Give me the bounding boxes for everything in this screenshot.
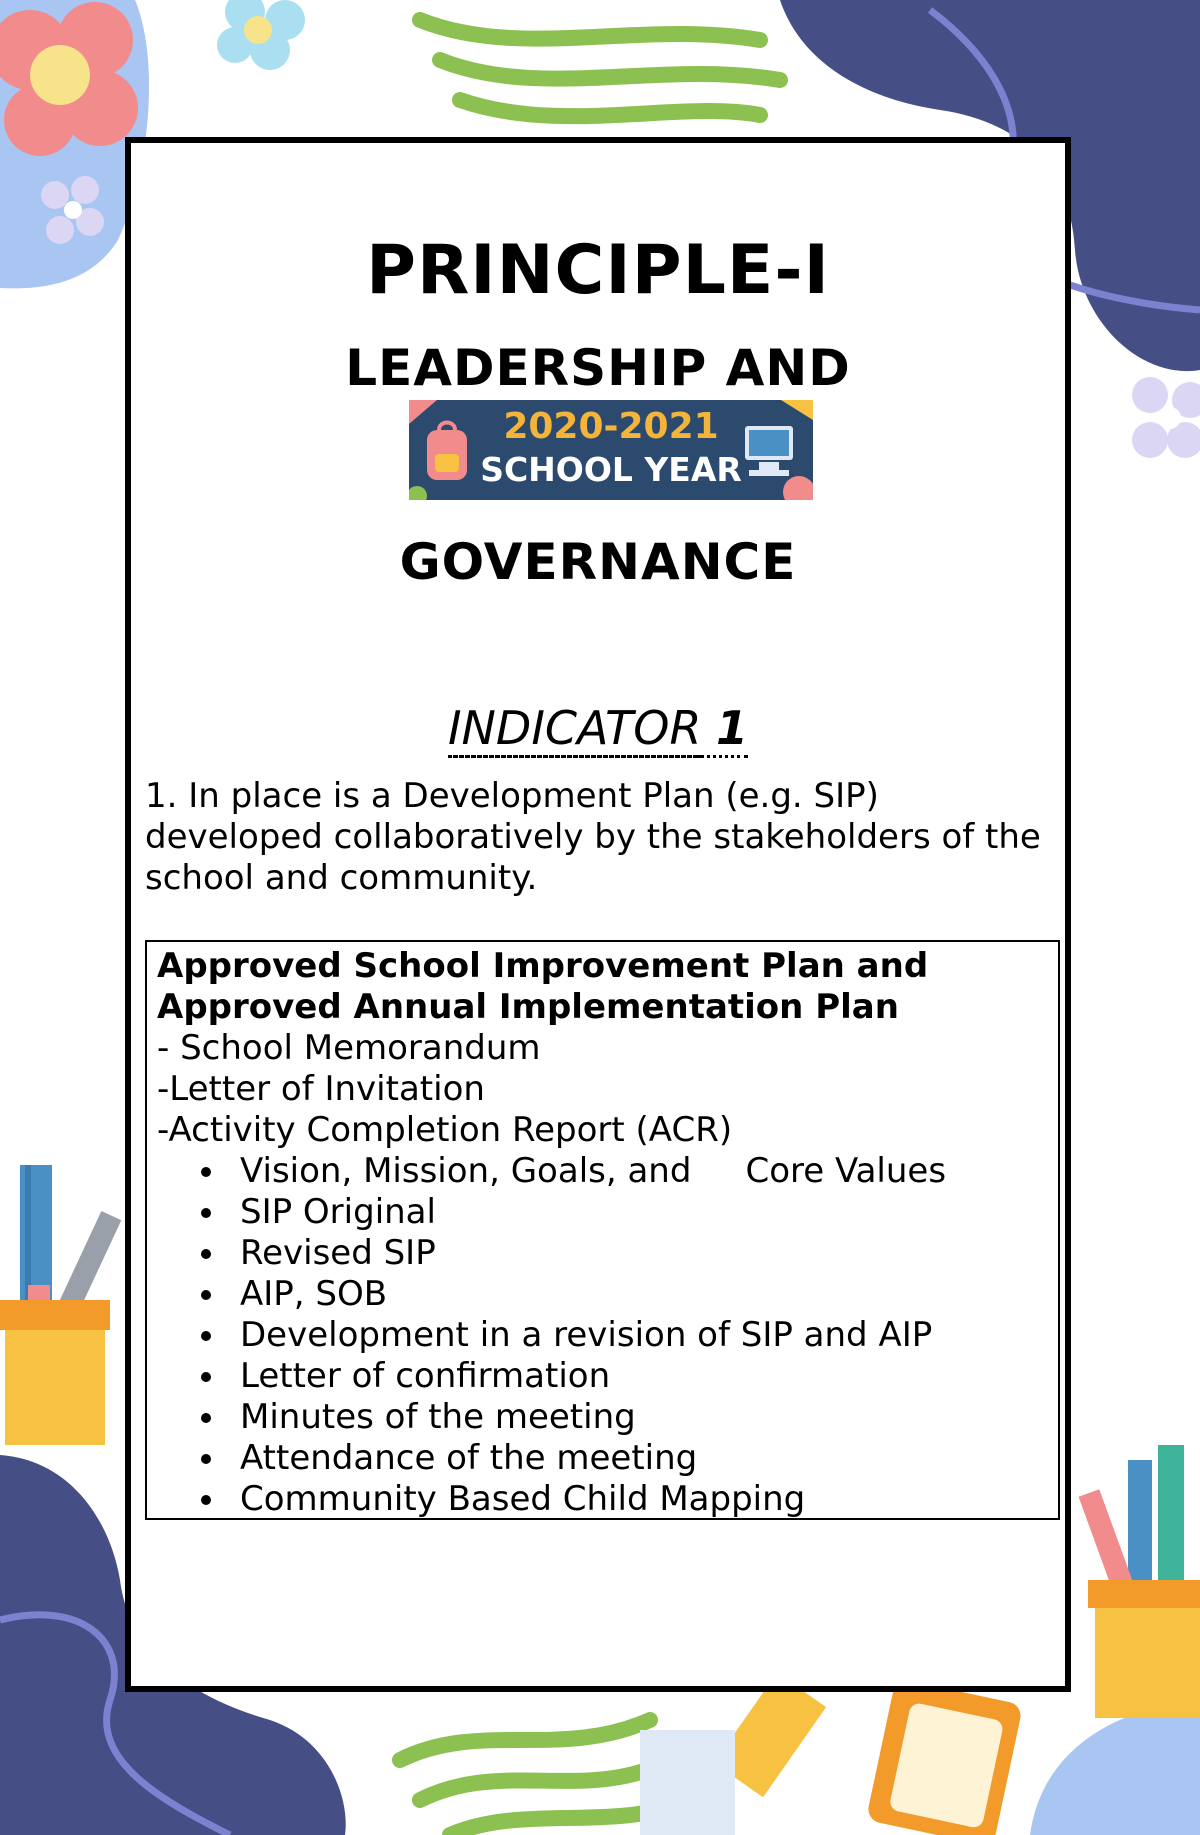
evidence-bullet-list (157, 1151, 1048, 1520)
evidence-heading-line-2: Approved Annual Implementation Plan (157, 987, 899, 1027)
list-item: • Letter of confirmation (228, 1356, 1048, 1397)
school-year-banner (409, 400, 813, 500)
flower-icon (0, 2, 138, 156)
evidence-line: -Letter of Invitation (157, 1069, 485, 1109)
banner-year: 2020-2021 (503, 406, 719, 447)
page-title-line-3: GOVERNANCE (399, 533, 797, 591)
page-title-line-2: LEADERSHIP AND (345, 339, 851, 397)
list-item: • Minutes of the meeting (228, 1397, 1048, 1438)
notebook-icon (866, 1678, 1023, 1835)
document-frame (125, 137, 1071, 1692)
indicator-description: 1. In place is a Development Plan (e.g. SIP) developed collaboratively by the stakeholders of the school and community. (145, 776, 1041, 898)
paper-icon (640, 1730, 735, 1835)
page-title: PRINCIPLE-I (366, 231, 830, 310)
indicator-label: INDICATOR (448, 701, 701, 758)
list-item: • AIP, SOB (228, 1274, 1048, 1315)
evidence-box (145, 940, 1060, 1520)
green-wave-decoration (420, 20, 780, 116)
small-flower-icon (1132, 377, 1200, 458)
banner-label: SCHOOL YEAR (480, 450, 742, 489)
list-item: • Community Based Child Mapping (228, 1479, 1048, 1520)
indicator-number: 1 (716, 701, 749, 755)
list-item: • Development in a revision of SIP and AIP (228, 1315, 1048, 1356)
indicator-heading (131, 701, 1065, 755)
green-wave-decoration (400, 1720, 680, 1835)
evidence-heading-line-1: Approved School Improvement Plan and (157, 946, 929, 986)
bottom-right-blob-decoration (1030, 1700, 1200, 1835)
list-item: • Revised SIP (228, 1233, 1048, 1274)
list-item: • Vision, Mission, Goals, and Core Values (228, 1151, 1048, 1192)
pencil-cup-icon (1079, 1445, 1200, 1718)
pencil-cup-icon (0, 1165, 121, 1445)
list-item: • Attendance of the meeting (228, 1438, 1048, 1479)
evidence-line: -Activity Completion Report (ACR) (157, 1110, 733, 1150)
list-item: • SIP Original (228, 1192, 1048, 1233)
flower-icon (217, 0, 305, 70)
evidence-line: - School Memorandum (157, 1028, 541, 1068)
